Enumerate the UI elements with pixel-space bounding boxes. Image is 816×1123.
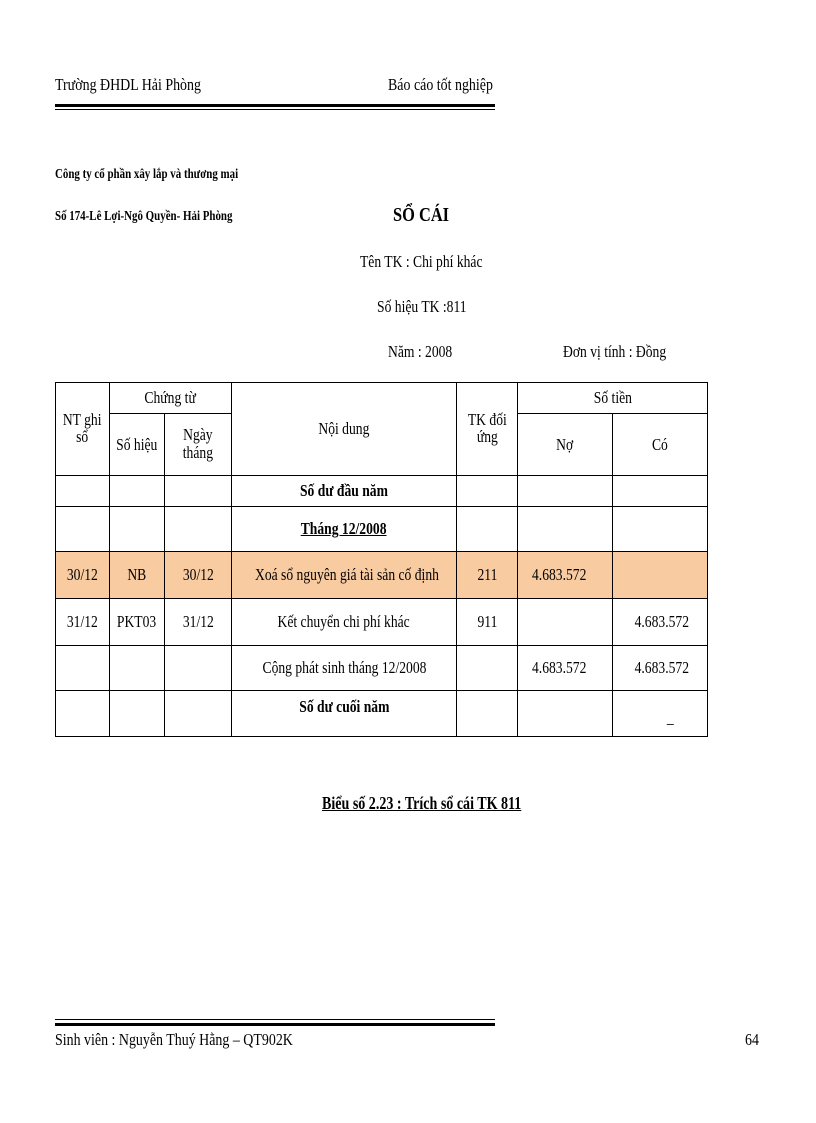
cell-tk: 911	[457, 599, 518, 646]
header-rule-thin	[55, 109, 495, 110]
account-number: Số hiệu TK :811	[377, 297, 467, 316]
cell-no: 4.683.572	[518, 552, 613, 599]
cell-co	[613, 552, 708, 599]
cell-ngay: 30/12	[165, 552, 232, 599]
col-header-noi-dung: Nội dung	[232, 383, 457, 476]
cell-nt: 31/12	[56, 599, 110, 646]
cell-so-hieu: NB	[110, 552, 165, 599]
ledger-year: Năm : 2008	[388, 342, 453, 361]
month-label: Tháng 12/2008	[232, 507, 457, 552]
col-header-so-hieu: Số hiệu	[110, 414, 165, 476]
table-row	[56, 599, 708, 646]
account-name: Tên TK : Chi phí khác	[360, 252, 483, 271]
opening-balance-label: Số dư đầu năm	[232, 476, 457, 507]
cell-noi-dung: Xoá sổ nguyên giá tài sản cố định	[232, 552, 457, 599]
col-header-no: Nợ	[518, 414, 613, 476]
closing-balance-label: Số dư cuối năm	[232, 691, 457, 737]
cell-noi-dung: Kết chuyển chi phí khác	[232, 599, 457, 646]
header-rule-thick	[55, 104, 495, 107]
ledger-title: SỔ CÁI	[393, 204, 450, 226]
cell-tk: 211	[457, 552, 518, 599]
footer-rule-thick	[55, 1023, 495, 1026]
table-caption: Biểu số 2.23 : Trích sổ cái TK 811	[322, 793, 522, 813]
total-row	[56, 646, 708, 691]
header-school: Trường ĐHDL Hải Phòng	[55, 75, 201, 94]
footer-student: Sinh viên : Nguyễn Thuý Hằng – QT902K	[55, 1030, 293, 1049]
footer-rule-thin	[55, 1019, 495, 1020]
header-row-1	[56, 383, 708, 414]
total-label: Cộng phát sinh tháng 12/2008	[232, 646, 457, 691]
col-header-co: Có	[613, 414, 708, 476]
total-co: 4.683.572	[613, 646, 708, 691]
col-header-tk-doi-ung: TK đối ứng	[457, 383, 518, 476]
cell-no	[518, 599, 613, 646]
company-address: Số 174-Lê Lợi-Ngô Quyền- Hải Phòng	[55, 209, 233, 224]
ledger-table	[55, 382, 708, 737]
col-header-so-tien: Số tiền	[518, 383, 708, 414]
total-no: 4.683.572	[518, 646, 613, 691]
page-number: 64	[745, 1030, 759, 1049]
table-row	[56, 552, 708, 599]
cell-co: 4.683.572	[613, 599, 708, 646]
col-header-ngay-thang: Ngày tháng	[165, 414, 232, 476]
header-report-title: Báo cáo tốt nghiệp	[388, 75, 493, 94]
opening-balance-row	[56, 476, 708, 507]
cell-nt: 30/12	[56, 552, 110, 599]
closing-balance-co: _	[613, 691, 708, 737]
company-name: Công ty cổ phần xây lắp và thương mại	[55, 167, 239, 182]
col-header-nt-ghi-so: NT ghi sổ	[56, 383, 110, 476]
month-row	[56, 507, 708, 552]
cell-ngay: 31/12	[165, 599, 232, 646]
closing-balance-row	[56, 691, 708, 737]
cell-so-hieu: PKT03	[110, 599, 165, 646]
currency-unit: Đơn vị tính : Đồng	[563, 342, 667, 361]
col-header-chung-tu: Chứng từ	[110, 383, 232, 414]
